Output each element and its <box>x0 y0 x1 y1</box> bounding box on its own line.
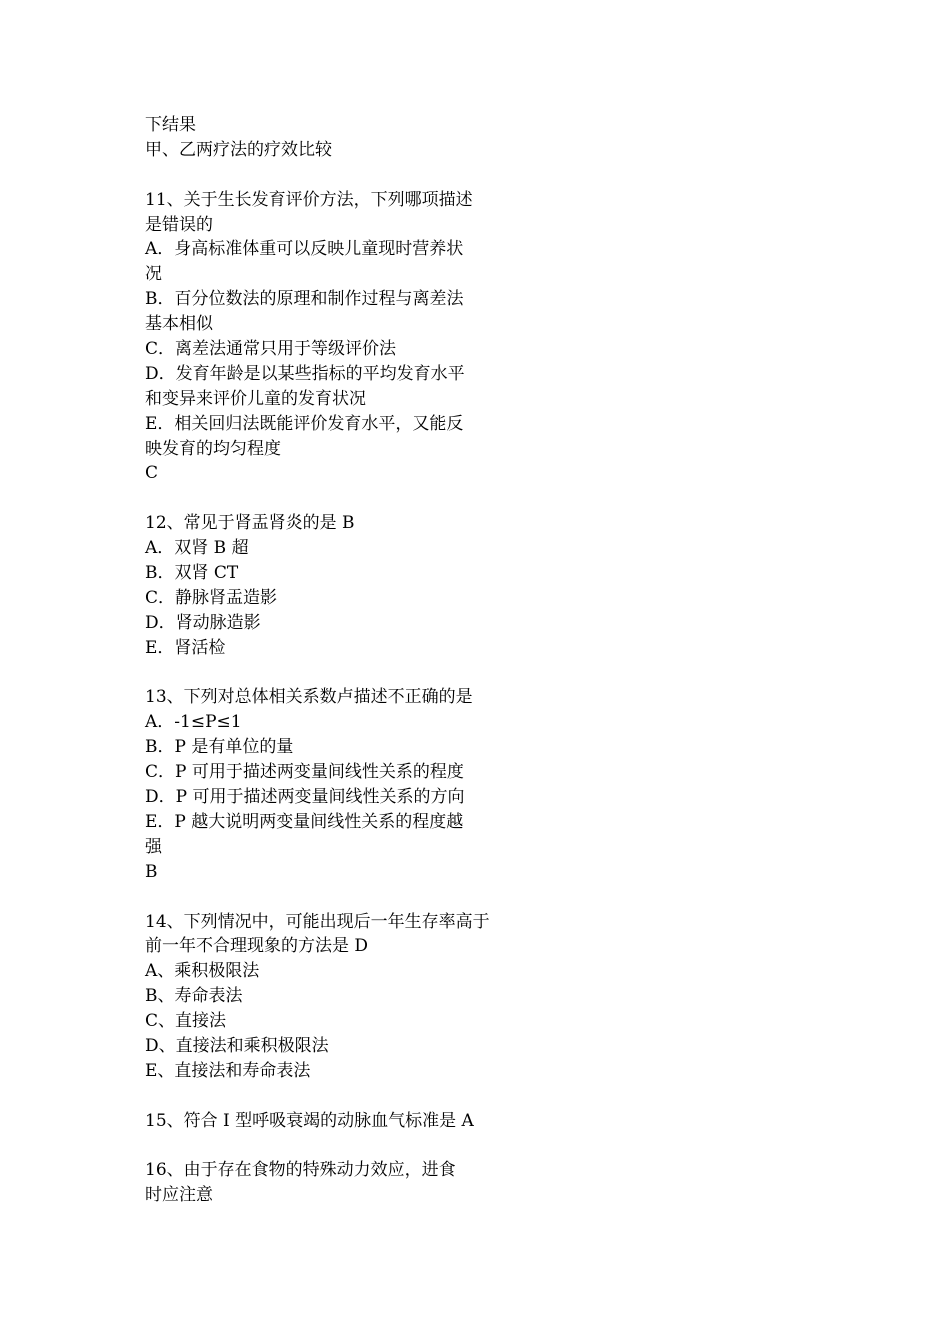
question-14-title-cont: 前一年不合理现象的方法是 D <box>145 936 369 957</box>
question-13-answer: B <box>145 861 158 882</box>
question-13-option-d: D．P 可用于描述两变量间线性关系的方向 <box>145 787 465 808</box>
question-11-title-cont: 是错误的 <box>145 214 213 235</box>
question-15-title: 15、符合 I 型呼吸衰竭的动脉血气标准是 A <box>145 1110 474 1131</box>
blank-line <box>145 1084 565 1109</box>
question-12-title: 12、常见于肾盂肾炎的是 B <box>145 513 355 534</box>
blank-line <box>145 163 565 188</box>
question-11-option-b: B．百分位数法的原理和制作过程与离差法 <box>145 289 464 310</box>
question-12-option-d: D．肾动脉造影 <box>145 612 261 633</box>
question-11-title: 11、关于生长发育评价方法，下列哪项描述 <box>145 189 473 210</box>
question-14-option-e: E、直接法和寿命表法 <box>145 1060 311 1081</box>
question-11-option-b-cont: 基本相似 <box>145 314 213 335</box>
question-14-title: 14、下列情况中，可能出现后一年生存率高于 <box>145 911 490 932</box>
document-text <box>145 113 565 1208</box>
question-13-option-e-cont: 强 <box>145 836 162 857</box>
question-11-option-a: A．身高标准体重可以反映儿童现时营养状 <box>145 239 464 260</box>
question-12-option-e: E．肾活检 <box>145 637 226 658</box>
question-13-option-a: A．-1≤P≤1 <box>145 712 242 733</box>
question-11-option-d-cont: 和变异来评价儿童的发育状况 <box>145 388 366 409</box>
question-16-title-cont: 时应注意 <box>145 1185 213 1206</box>
question-11-option-c: C．离差法通常只用于等级评价法 <box>145 339 397 360</box>
question-11-option-d: D．发育年龄是以某些指标的平均发育水平 <box>145 363 465 384</box>
blank-line <box>145 661 565 686</box>
blank-line <box>145 486 565 511</box>
blank-line <box>145 885 565 910</box>
question-11-answer: C <box>145 463 159 484</box>
question-13-title: 13、下列对总体相关系数卢描述不正确的是 <box>145 687 473 708</box>
question-16-title: 16、由于存在食物的特殊动力效应，进食 <box>145 1160 456 1181</box>
question-13-option-b: B．P 是有单位的量 <box>145 737 294 758</box>
question-11-option-a-cont: 况 <box>145 264 162 285</box>
question-12-option-a: A．双肾 B 超 <box>145 538 249 559</box>
text-line: 下结果 <box>145 115 196 135</box>
question-13-option-c: C．P 可用于描述两变量间线性关系的程度 <box>145 762 464 783</box>
question-14-option-a: A、乘积极限法 <box>145 961 260 982</box>
blank-line <box>145 1134 565 1159</box>
question-11-option-e-cont: 映发育的均匀程度 <box>145 438 281 459</box>
text-line: 甲、乙两疗法的疗效比较 <box>145 139 332 160</box>
question-14-option-b: B、寿命表法 <box>145 986 243 1007</box>
question-13-option-e: E．P 越大说明两变量间线性关系的程度越 <box>145 811 464 832</box>
question-14-option-c: C、直接法 <box>145 1011 227 1032</box>
question-11-option-e: E．相关回归法既能评价发育水平，又能反 <box>145 413 464 434</box>
question-12-option-c: C．静脉肾盂造影 <box>145 587 278 608</box>
question-14-option-d: D、直接法和乘积极限法 <box>145 1035 329 1056</box>
question-12-option-b: B．双肾 CT <box>145 563 239 584</box>
